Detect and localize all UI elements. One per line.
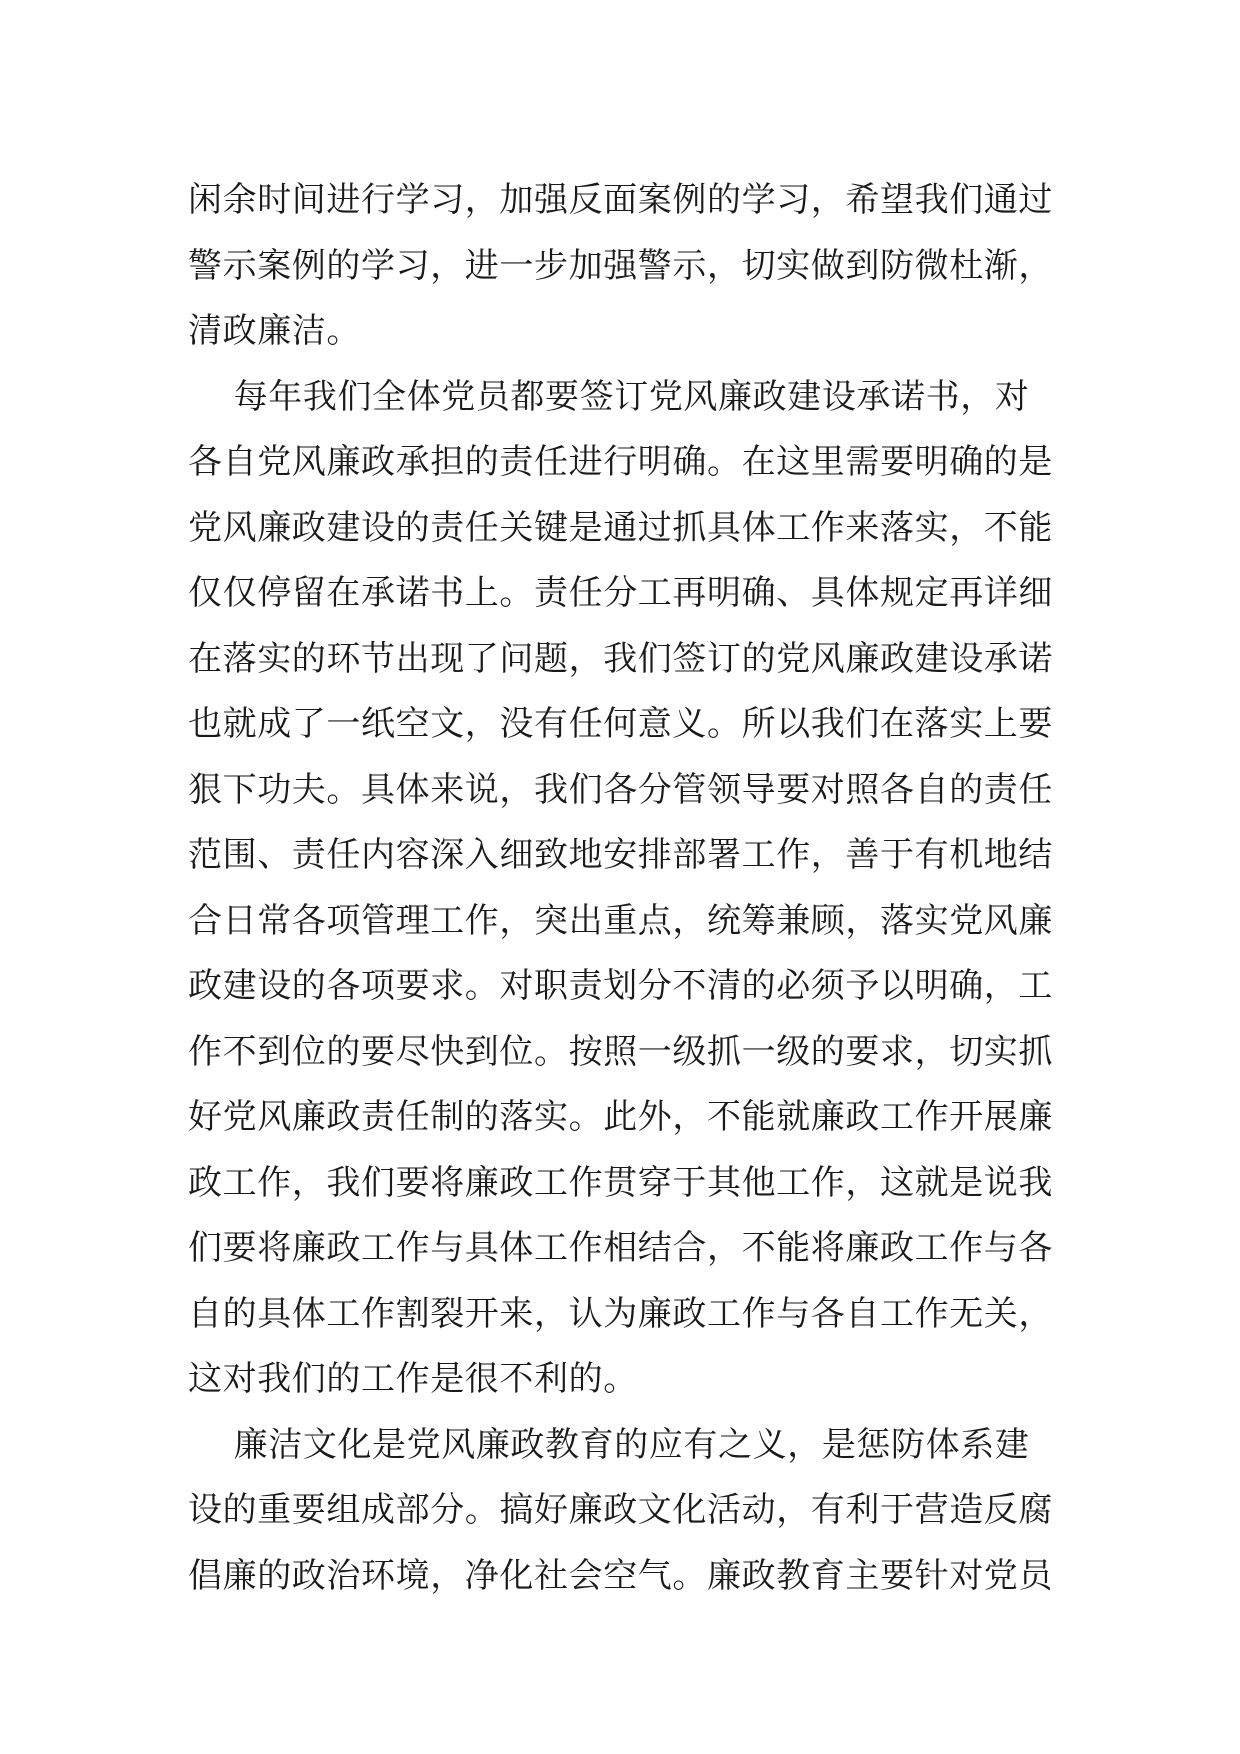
text-line: 倡廉的政治环境，净化社会空气。廉政教育主要针对党员	[188, 1555, 1053, 1596]
text-line: 党风廉政建设的责任关键是通过抓具体工作来落实，不能	[188, 507, 1053, 548]
text-line: 合日常各项管理工作，突出重点，统筹兼顾，落实党风廉	[188, 900, 1053, 941]
paragraph-3	[188, 1413, 1068, 1610]
text-line: 设的重要组成部分。搞好廉政文化活动，有利于营造反腐	[188, 1490, 1053, 1530]
text-line: 闲余时间进行学习，加强反面案例的学习，希望我们通过	[188, 180, 1053, 220]
text-line: 每年我们全体党员都要签订党风廉政建设承诺书，对	[188, 376, 1030, 417]
paragraph-1	[188, 168, 1068, 365]
paragraph-2	[188, 365, 1068, 1413]
text-line: 好党风廉政责任制的落实。此外，不能就廉政工作开展廉	[188, 1097, 1053, 1137]
text-line: 狠下功夫。具体来说，我们各分管领导要对照各自的责任	[188, 769, 1053, 810]
text-line: 作不到位的要尽快到位。按照一级抓一级的要求，切实抓	[188, 1031, 1053, 1072]
text-line: 清政廉洁。	[188, 311, 361, 351]
text-line: 在落实的环节出现了问题，我们签订的党风廉政建设承诺	[188, 638, 1053, 679]
text-line: 这对我们的工作是很不利的。	[188, 1359, 638, 1399]
text-line: 各自党风廉政承担的责任进行明确。在这里需要明确的是	[188, 442, 1053, 482]
body-text	[188, 168, 1068, 1609]
text-line: 范围、责任内容深入细致地安排部署工作，善于有机地结	[188, 835, 1053, 875]
text-line: 们要将廉政工作与具体工作相结合，不能将廉政工作与各	[188, 1228, 1053, 1268]
text-line: 自的具体工作割裂开来，认为廉政工作与各自工作无关，	[188, 1293, 1053, 1334]
text-line: 政建设的各项要求。对职责划分不清的必须予以明确，工	[188, 966, 1053, 1006]
text-line: 政工作，我们要将廉政工作贯穿于其他工作，这就是说我	[188, 1162, 1053, 1203]
text-line: 廉洁文化是党风廉政教育的应有之义，是惩防体系建	[188, 1424, 1030, 1465]
text-line: 仅仅停留在承诺书上。责任分工再明确、具体规定再详细	[188, 573, 1053, 613]
text-line: 警示案例的学习，进一步加强警示，切实做到防微杜渐，	[188, 245, 1053, 286]
text-line: 也就成了一纸空文，没有任何意义。所以我们在落实上要	[188, 704, 1053, 744]
